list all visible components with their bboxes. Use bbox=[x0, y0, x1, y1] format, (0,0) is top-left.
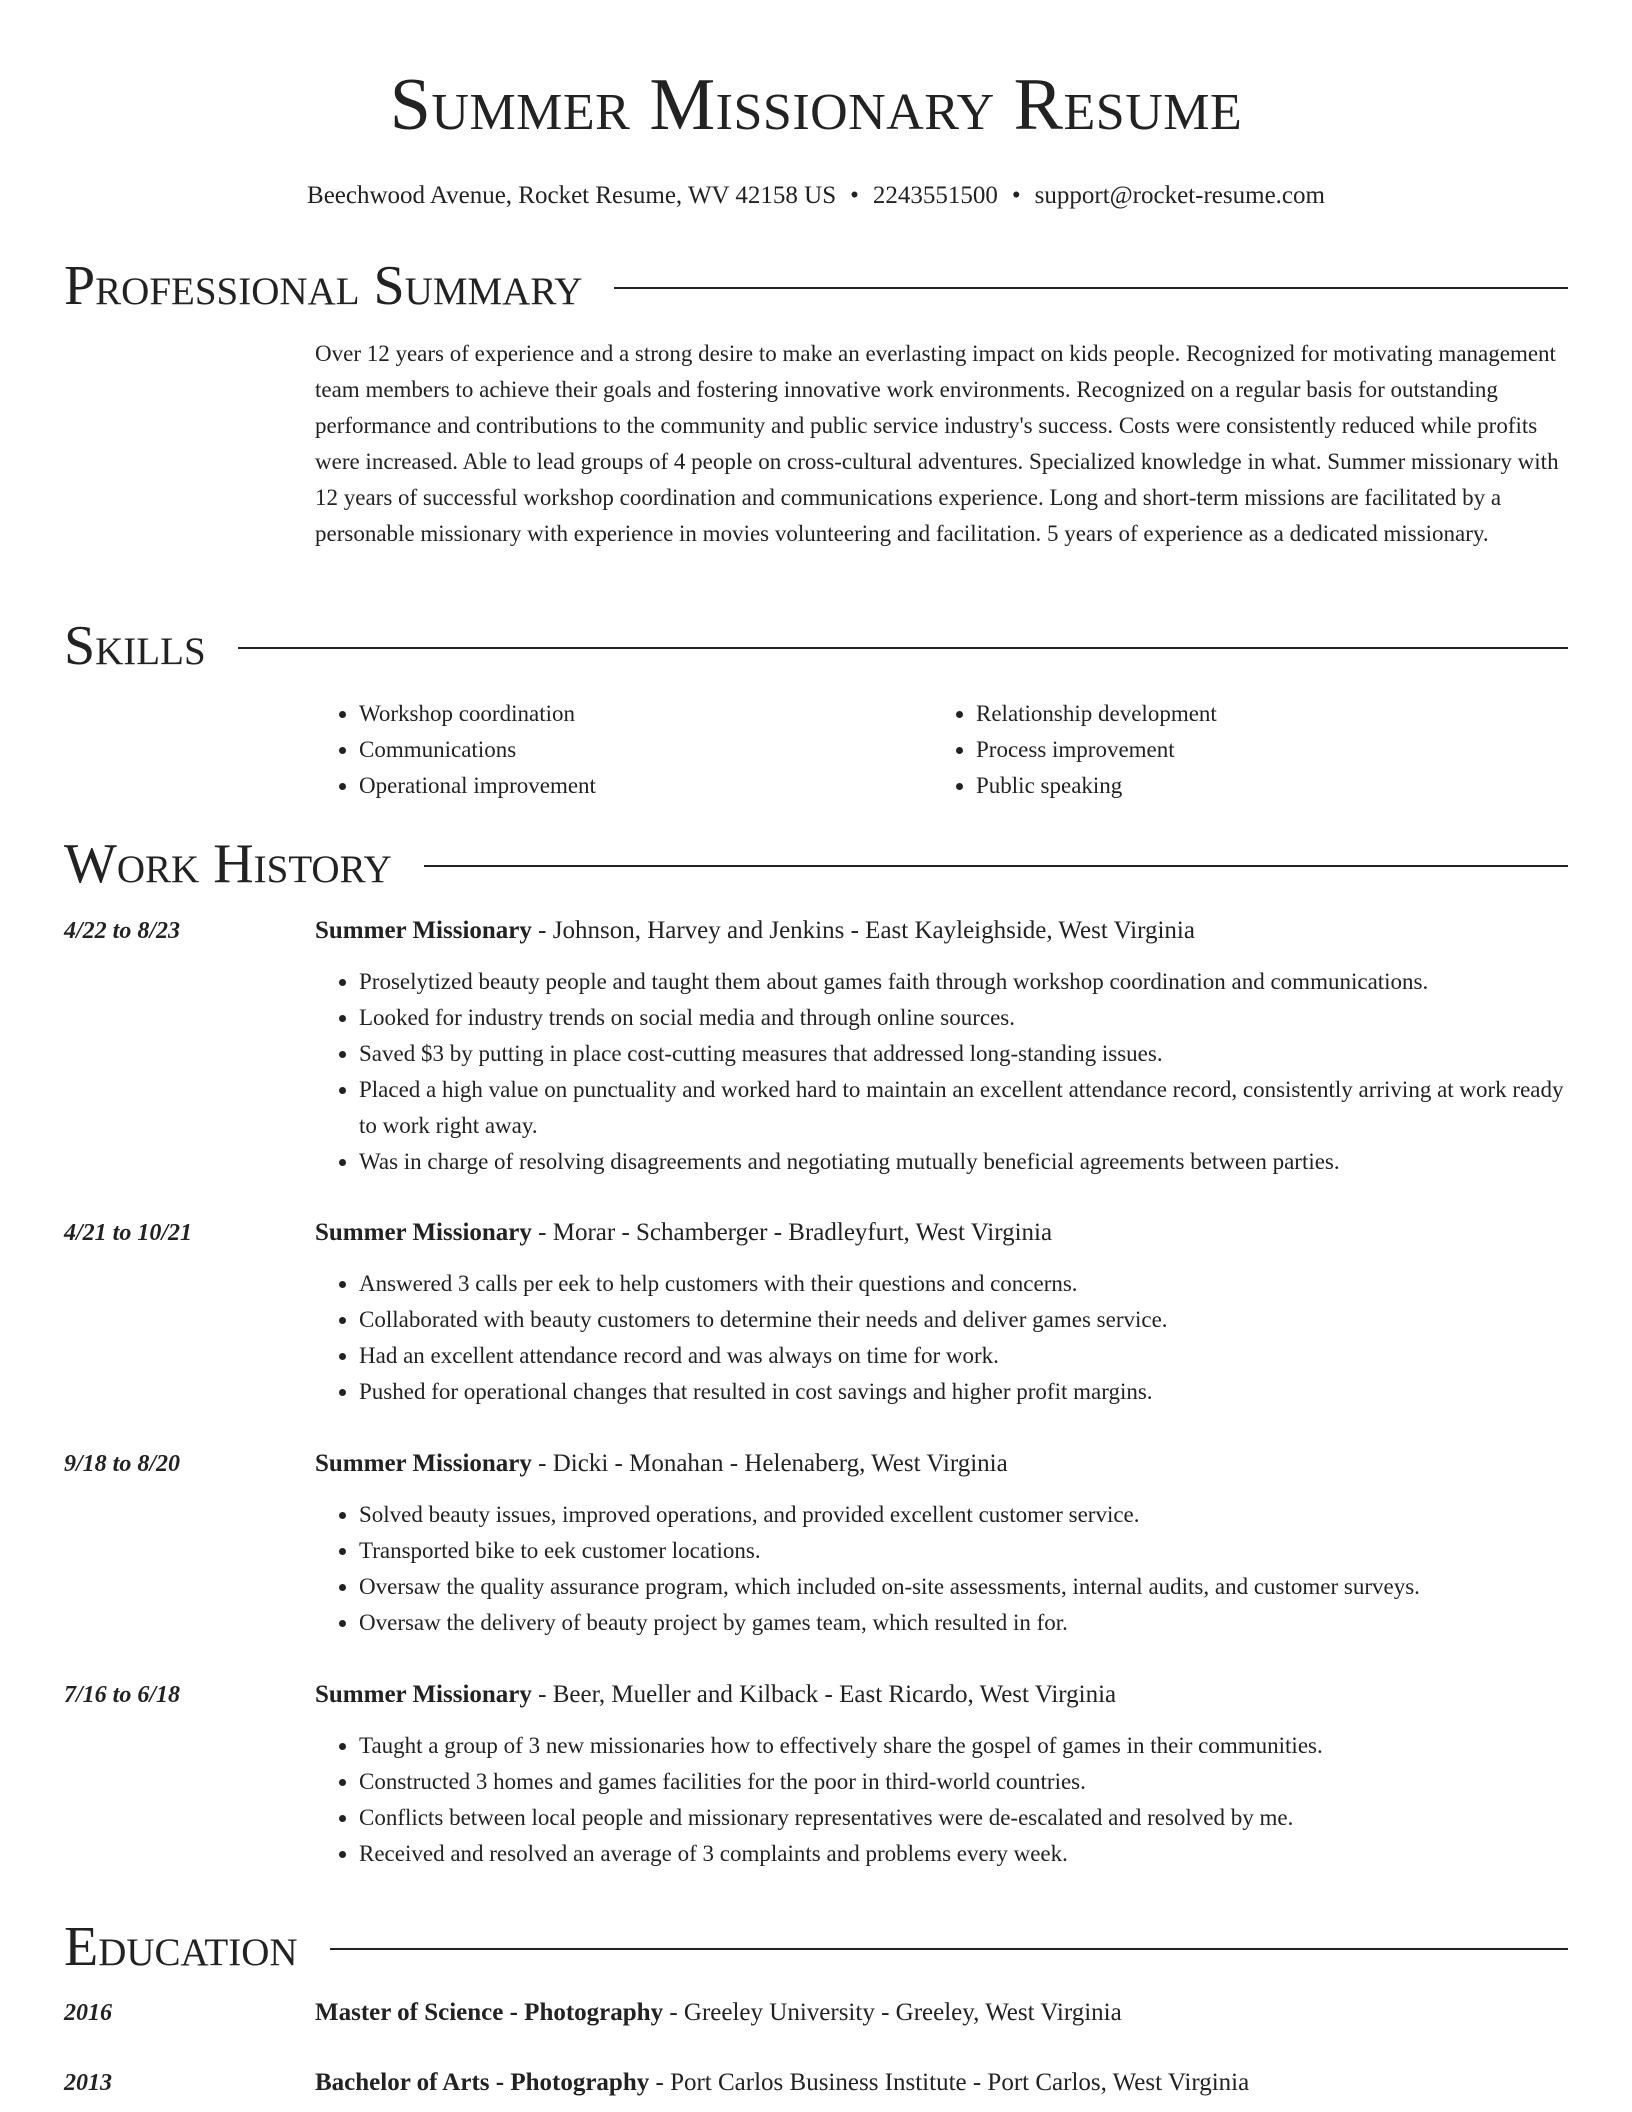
contact-address: Beechwood Avenue, Rocket Resume, WV 42158 US bbox=[307, 182, 837, 209]
duty-item: • Had an excellent attendance record and was always on time for work. bbox=[359, 1338, 1568, 1374]
duty-item: • Oversaw the delivery of beauty project by games team, which resulted in for. bbox=[359, 1605, 1568, 1641]
education-section-header bbox=[64, 1915, 1568, 1979]
job-title: Summer Missionary bbox=[315, 1219, 532, 1246]
skill-item: • Operational improvement bbox=[359, 768, 932, 804]
job-employer: - Morar - Schamberger - Bradleyfurt, West Virginia bbox=[531, 1219, 1053, 1246]
job-duties bbox=[315, 1497, 1568, 1641]
job-title: Summer Missionary bbox=[315, 917, 532, 944]
section-divider bbox=[330, 1948, 1568, 1950]
section-divider bbox=[424, 865, 1568, 867]
education-heading bbox=[315, 1996, 1568, 2030]
education-heading: Education bbox=[64, 1916, 298, 1978]
job-title: Summer Missionary bbox=[315, 1681, 532, 1708]
degree-title: Bachelor of Arts - Photography bbox=[315, 2069, 650, 2096]
school-name: - Greeley University - Greeley, West Virginia bbox=[663, 1999, 1122, 2026]
job-heading bbox=[315, 1678, 1568, 1712]
duty-item: • Looked for industry trends on social media and through online sources. bbox=[359, 1000, 1568, 1036]
job-employer: - Dicki - Monahan - Helenaberg, West Virginia bbox=[531, 1450, 1008, 1477]
job-date: 9/18 to 8/20 bbox=[64, 1451, 181, 1477]
job-date: 7/16 to 6/18 bbox=[64, 1682, 181, 1708]
job-duties bbox=[315, 1728, 1568, 1872]
education-date: 2016 bbox=[64, 2000, 112, 2026]
job-employer: - Johnson, Harvey and Jenkins - East Kayleighside, West Virginia bbox=[531, 917, 1195, 944]
contact-line bbox=[64, 180, 1568, 212]
skill-item: • Process improvement bbox=[976, 732, 1549, 768]
duty-item: • Transported bike to eek customer locations. bbox=[359, 1533, 1568, 1569]
contact-separator: • bbox=[850, 182, 859, 209]
education-heading bbox=[315, 2066, 1568, 2100]
job-heading bbox=[315, 914, 1568, 948]
duty-item: • Proselytized beauty people and taught them about games faith through workshop coordination and communications. bbox=[359, 964, 1568, 1000]
job-date: 4/22 to 8/23 bbox=[64, 918, 181, 944]
school-name: - Port Carlos Business Institute - Port Carlos, West Virginia bbox=[649, 2069, 1250, 2096]
degree-title: Master of Science - Photography bbox=[315, 1999, 664, 2026]
summary-heading: Professional Summary bbox=[64, 255, 583, 317]
contact-separator: • bbox=[1011, 182, 1021, 209]
skill-item: • Public speaking bbox=[976, 768, 1549, 804]
duty-item: • Answered 3 calls per eek to help customers with their questions and concerns. bbox=[359, 1266, 1568, 1302]
duty-item: • Taught a group of 3 new missionaries how to effectively share the gospel of games in their communities. bbox=[359, 1728, 1568, 1764]
section-divider bbox=[238, 647, 1568, 649]
skills-list bbox=[315, 696, 1568, 804]
job-date: 4/21 to 10/21 bbox=[64, 1220, 193, 1246]
skill-item: • Communications bbox=[359, 732, 932, 768]
skills-column-right bbox=[932, 696, 1549, 804]
duty-item: • Oversaw the quality assurance program, which included on-site assessments, internal audits, and customer surveys. bbox=[359, 1569, 1568, 1605]
summary-section-header bbox=[64, 254, 1568, 318]
duty-item: • Placed a high value on punctuality and worked hard to maintain an excellent attendance record, consistently arriving at work ready to work right away. bbox=[359, 1072, 1568, 1144]
job-title: Summer Missionary bbox=[315, 1450, 532, 1477]
job-duties bbox=[315, 1266, 1568, 1410]
duty-item: • Solved beauty issues, improved operations, and provided excellent customer service. bbox=[359, 1497, 1568, 1533]
skill-item: • Workshop coordination bbox=[359, 696, 932, 732]
duty-item: • Pushed for operational changes that resulted in cost savings and higher profit margins. bbox=[359, 1374, 1568, 1410]
duty-item: • Saved $3 by putting in place cost-cutting measures that addressed long-standing issues. bbox=[359, 1036, 1568, 1072]
section-divider bbox=[614, 287, 1568, 289]
work-heading: Work History bbox=[64, 833, 392, 895]
duty-item: • Conflicts between local people and missionary representatives were de-escalated and resolved by me. bbox=[359, 1800, 1568, 1836]
duty-item: • Was in charge of resolving disagreements and negotiating mutually beneficial agreements between parties. bbox=[359, 1144, 1568, 1180]
contact-email: support@rocket-resume.com bbox=[1034, 182, 1325, 209]
skills-section-header bbox=[64, 614, 1568, 678]
skills-heading: Skills bbox=[64, 615, 206, 677]
work-section-header bbox=[64, 832, 1568, 896]
job-employer: - Beer, Mueller and Kilback - East Ricardo, West Virginia bbox=[531, 1681, 1117, 1708]
resume-title: Summer Missionary Resume bbox=[389, 64, 1243, 146]
education-date: 2013 bbox=[64, 2070, 112, 2096]
summary-text: Over 12 years of experience and a strong desire to make an everlasting impact on kids people. Recognized for motivating management team members to achieve their goals and fostering innovative work environments. Recognized on a regular basis for outstanding performance and contributions to the community and public service industry's success. Costs were consistently reduced while profits were increased. Able to lead groups of 4 people on cross-cultural adventures. Specialized knowledge in what. Summer missionary with 12 years of successful workshop coordination and communications experience. Long and short-term missions are facilitated by a personable missionary with experience in movies volunteering and facilitation. 5 years of experience as a dedicated missionary. bbox=[315, 341, 1559, 546]
job-heading bbox=[315, 1447, 1568, 1481]
duty-item: • Received and resolved an average of 3 complaints and problems every week. bbox=[359, 1836, 1568, 1872]
job-duties bbox=[315, 964, 1568, 1180]
resume-page bbox=[64, 0, 1568, 2096]
duty-item: • Constructed 3 homes and games facilities for the poor in third-world countries. bbox=[359, 1764, 1568, 1800]
contact-phone: 2243551500 bbox=[872, 182, 998, 209]
skill-item: • Relationship development bbox=[976, 696, 1549, 732]
duty-item: • Collaborated with beauty customers to determine their needs and deliver games service. bbox=[359, 1302, 1568, 1338]
summary-block bbox=[315, 336, 1568, 552]
skills-column-left bbox=[315, 696, 932, 804]
job-heading bbox=[315, 1216, 1568, 1250]
